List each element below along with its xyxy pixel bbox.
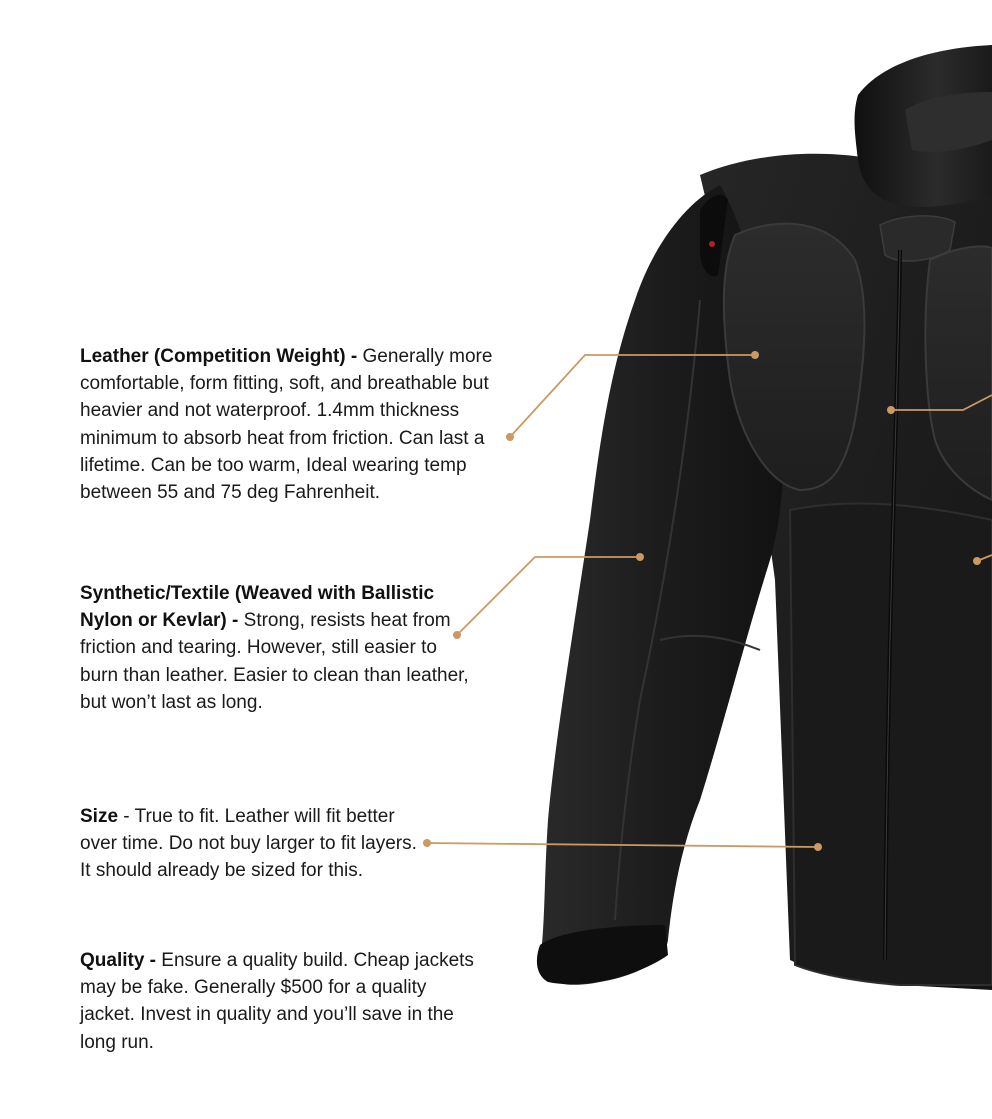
leader-dot-size-end [814, 843, 822, 851]
logo-dot [709, 241, 715, 247]
leader-dot-textile-end [636, 553, 644, 561]
annotation-leather [80, 343, 505, 506]
annotation-size-body: - True to fit. Leather will fit better over time. Do not buy larger to fit layers. It should already be sized for this. [80, 806, 417, 882]
annotation-leather-title: Leather (Competition Weight) - [80, 346, 358, 367]
leader-dot-leather-start [506, 433, 514, 441]
leader-dot-leather-end [751, 351, 759, 359]
annotation-leather-body: Generally more comfortable, form fitting, soft, and breathable but heavier and not waterproof. 1.4mm thickness minimum to absorb heat from friction. Can last a lifetime. Can be too warm, Ideal wearing temp between 55 and 75 deg Fahrenheit. [80, 346, 493, 504]
annotation-textile-title: Synthetic/Textile (Weaved with Ballistic Nylon or Kevlar) - [80, 583, 435, 632]
leader-dot-chest [887, 406, 895, 414]
annotation-textile-body: Strong, resists heat from friction and tearing. However, still easier to burn than leather. Easier to clean than leather, but won’t last as long. [80, 610, 469, 713]
annotation-quality [80, 947, 480, 1056]
annotation-quality-title: Quality - [80, 950, 157, 971]
leader-dot-body [973, 557, 981, 565]
annotation-textile [80, 580, 475, 716]
annotation-size-title: Size [80, 806, 119, 827]
jacket-image [537, 45, 992, 990]
annotation-quality-body: Ensure a quality build. Cheap jackets may be fake. Generally $500 for a quality jacket. Invest in quality and you’ll save in the long run. [80, 950, 474, 1053]
annotation-size [80, 803, 425, 885]
